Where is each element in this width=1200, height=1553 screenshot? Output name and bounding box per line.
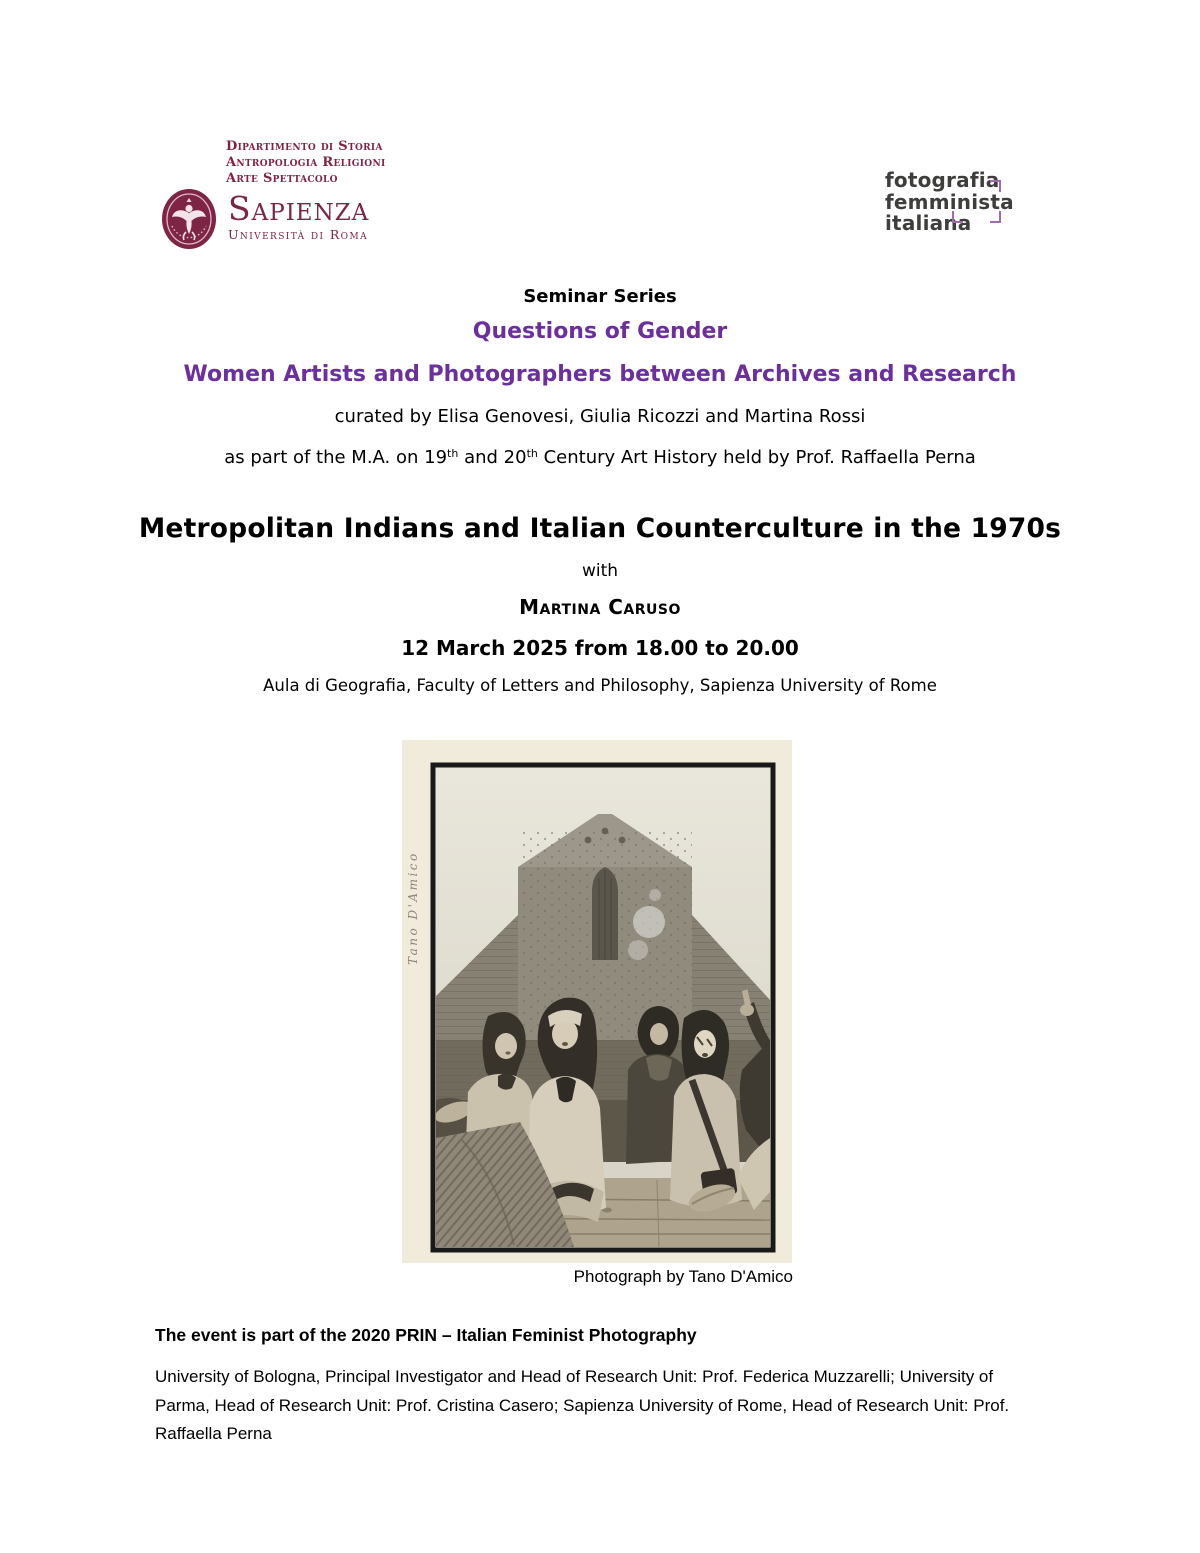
seminar-series-subtitle: Women Artists and Photographers between Archives and Research	[183, 362, 1017, 387]
department-line-1: Dipartimento di Storia	[226, 139, 383, 154]
event-datetime: 12 March 2025 from 18.00 to 20.00	[401, 636, 799, 660]
ma-sup-1: th	[447, 447, 459, 460]
ma-part-3: Century Art History held by Prof. Raffaella Perna	[537, 447, 976, 468]
sapienza-wordmark-block	[228, 189, 370, 242]
curators-line: curated by Elisa Genovesi, Giulia Ricozzi and Martina Rossi	[334, 406, 866, 427]
corner-bracket-after-italiana-icon	[952, 211, 963, 223]
sapienza-department-block	[226, 139, 385, 187]
seminar-series-label: Seminar Series	[523, 286, 677, 307]
corner-bracket-top-right-icon	[990, 180, 1001, 192]
photo-handwriting: Tano D'Amico	[406, 851, 420, 965]
ma-part-1: as part of the M.A. on 19	[224, 447, 448, 468]
photo-illustration	[402, 740, 792, 1263]
ma-part-2: and 20	[458, 447, 527, 468]
sapienza-subtitle: Università di Roma	[228, 227, 368, 242]
fflogo-line-1: fotografia	[885, 168, 1000, 192]
sapienza-seal-icon	[160, 188, 218, 250]
photo-scene	[432, 768, 774, 1247]
seminar-series-title: Questions of Gender	[472, 319, 728, 344]
ma-program-line	[0, 446, 1200, 468]
prin-statement: The event is part of the 2020 PRIN – Italian Feminist Photography	[155, 1325, 697, 1345]
fflogo-line-2: femminista	[885, 189, 1014, 214]
event-photograph	[402, 740, 792, 1263]
ma-sup-2: th	[526, 447, 538, 460]
event-title: Metropolitan Indians and Italian Counterculture in the 1970s	[138, 513, 1062, 544]
with-label: with	[581, 561, 619, 581]
fotografia-femminista-italiana-logo	[885, 170, 1015, 235]
fflogo-line-3: italiana	[885, 211, 972, 235]
photo-caption: Photograph by Tano D'Amico	[573, 1267, 793, 1286]
department-line-3: Arte Spettacolo	[226, 171, 338, 186]
research-units-credits: University of Bologna, Principal Investigator and Head of Research Unit: Prof. Federica Muzzarelli; University of Parma, Head of Research Unit: Prof. Cristina Casero; Sapienza University of Rome, Head of Research Unit: Prof. Raffaella Perna	[155, 1367, 1010, 1443]
corner-bracket-bottom-right-icon	[990, 211, 1001, 223]
event-venue: Aula di Geografia, Faculty of Letters and Philosophy, Sapienza University of Rome	[263, 676, 937, 695]
department-line-2: Antropologia Religioni	[226, 155, 386, 170]
speaker-name: Martina Caruso	[519, 595, 681, 619]
sapienza-wordmark: Sapienza	[228, 189, 370, 228]
